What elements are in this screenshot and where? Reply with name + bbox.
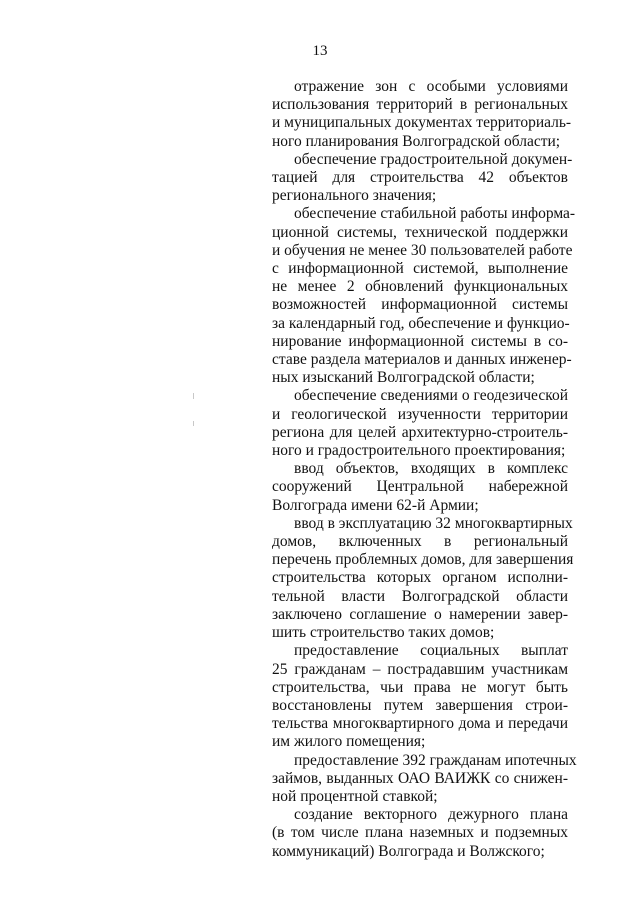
text-line: отражение зон с особыми условиями [294, 78, 568, 95]
text-line: предоставление социальных выплат [294, 642, 568, 660]
scan-artifact-mark [193, 421, 194, 426]
text-line: и муниципальных документах территориаль- [272, 114, 572, 132]
text-line: ной процентной ставкой; [272, 787, 438, 805]
paragraph [272, 460, 568, 515]
text-line: 25 гражданам – пострадавшим участникам [272, 660, 568, 678]
text-line: возможностей информационной системы [272, 296, 568, 314]
text-line: ного планирования Волгоградской области; [272, 132, 561, 150]
paragraph [272, 642, 568, 751]
text-line: за календарный год, обеспечение и функцио- [272, 314, 570, 332]
text-line: строительства, чьи права не могут быть [272, 678, 568, 696]
text-line: и геологической изученности территории [272, 405, 568, 423]
paragraph [272, 514, 574, 642]
text-line: региона для целей архитектурно-строитель- [272, 423, 568, 441]
text-line: обеспечение стабильной работы информа- [294, 205, 576, 223]
text-line: восстановлены путем завершения строи- [272, 696, 568, 714]
text-line: им жилого помещения; [272, 733, 426, 751]
paragraph [272, 78, 572, 151]
text-line: сооружений Центральной набережной [272, 478, 568, 496]
text-line: шить строительство таких домов; [272, 624, 495, 642]
text-line: не менее 2 обновлений функциональных [272, 278, 568, 296]
text-line: использования территорий в региональных [272, 96, 568, 114]
text-line: и обучения не менее 30 пользователей работе [272, 241, 573, 259]
text-line: создание векторного дежурного плана [294, 806, 568, 824]
paragraph [272, 806, 568, 861]
text-line: тельства многоквартирного дома и передачи [272, 715, 568, 733]
text-line: домов, включенных в региональный [272, 533, 568, 551]
paragraph [272, 150, 573, 206]
paragraph [272, 751, 577, 807]
text-line: ввод в эксплуатацию 32 многоквартирных [294, 514, 573, 532]
text-line: нирование информационной системы в со- [272, 332, 568, 350]
text-line: (в том числе плана наземных и подземных [272, 824, 568, 842]
paragraph [272, 205, 576, 387]
text-line: ционной системы, технической поддержки [272, 223, 568, 241]
text-line: тельной власти Волгоградской области [272, 587, 568, 605]
text-line: предоставление 392 гражданам ипотечных [294, 751, 577, 769]
text-line: ставе раздела материалов и данных инженер- [272, 351, 572, 369]
text-line: регионального значения; [272, 187, 437, 205]
text-line: обеспечение градостроительной докумен- [294, 150, 573, 168]
text-line: займов, выданных ОАО ВАИЖК со снижен- [272, 769, 568, 787]
text-line: ввод объектов, входящих в комплекс [294, 460, 568, 478]
text-line: Волгограда имени 62-й Армии; [272, 496, 479, 514]
text-line: строительства которых органом исполни- [272, 569, 568, 587]
text-line: тацией для строительства 42 объектов [272, 169, 568, 187]
document-body [272, 78, 577, 861]
text-line: обеспечение сведениями о геодезической [294, 387, 568, 405]
text-line: заключено соглашение о намерении завер- [272, 605, 568, 623]
text-line: коммуникаций) Волгограда и Волжского; [272, 842, 545, 860]
text-line: ного и градостроительного проектирования; [272, 442, 566, 460]
text-line: с информационной системой, выполнение [272, 260, 568, 278]
text-line: ных изысканий Волгоградской области; [272, 369, 535, 387]
page-number: 13 [312, 43, 328, 59]
paragraph [272, 387, 568, 460]
scan-artifact-mark [193, 393, 194, 399]
text-line: перечень проблемных домов, для завершения [272, 551, 574, 569]
